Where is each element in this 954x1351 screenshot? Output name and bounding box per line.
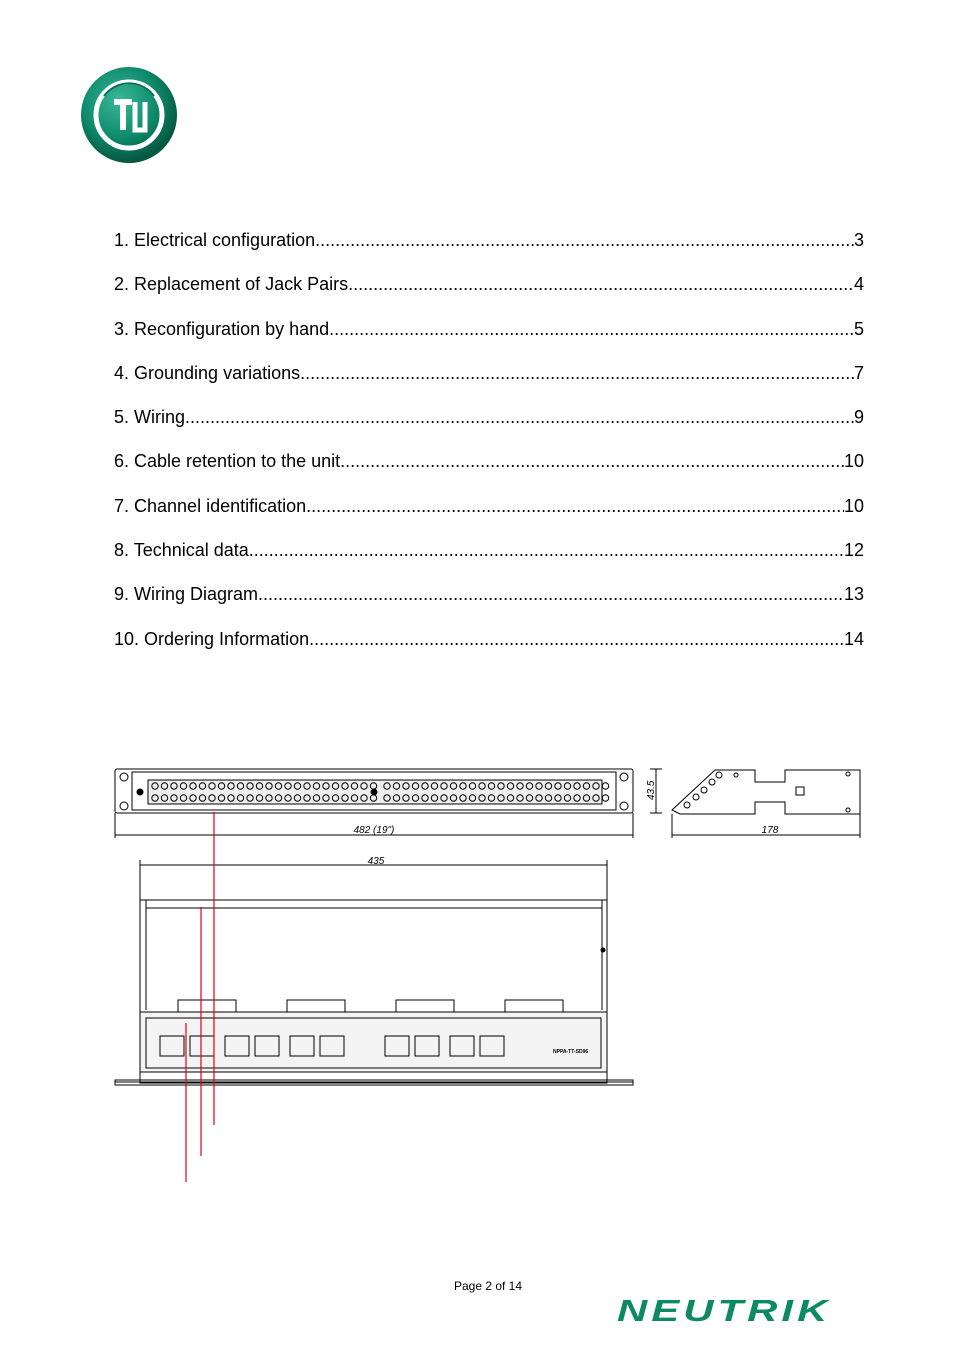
width-dimension: 482 (19") bbox=[353, 825, 395, 836]
toc-page: 14 bbox=[843, 628, 864, 649]
toc-title: 6. Cable retention to the unit bbox=[114, 451, 341, 472]
toc-leader bbox=[249, 536, 844, 564]
toc-title: 9. Wiring Diagram bbox=[114, 584, 259, 605]
toc-page: 7 bbox=[853, 362, 864, 383]
toc-leader bbox=[329, 315, 854, 343]
toc-page: 10 bbox=[843, 451, 864, 472]
toc-title: 2. Replacement of Jack Pairs bbox=[114, 274, 349, 295]
toc-leader bbox=[340, 447, 844, 475]
toc-title: 8. Technical data bbox=[114, 540, 249, 561]
neutrik-logo-icon bbox=[80, 66, 178, 164]
toc-page: 9 bbox=[853, 407, 864, 428]
height-dimension: 43.5 bbox=[646, 780, 657, 800]
toc-entry[interactable] bbox=[114, 536, 864, 580]
toc-leader bbox=[315, 226, 854, 254]
toc-entry[interactable] bbox=[114, 403, 864, 447]
toc-title: 5. Wiring bbox=[114, 407, 186, 428]
inner-width-dimension: 435 bbox=[367, 856, 385, 867]
toc-entry[interactable] bbox=[114, 359, 864, 403]
toc-title: 7. Channel identification bbox=[114, 495, 307, 516]
model-label: NPPA-TT-SD96 bbox=[553, 1049, 589, 1055]
toc-title: 10. Ordering Information bbox=[114, 628, 310, 649]
toc-page: 12 bbox=[843, 540, 864, 561]
toc-leader bbox=[185, 403, 854, 431]
page-number: Page 2 of 14 bbox=[453, 1279, 523, 1293]
toc-title: 1. Electrical configuration bbox=[114, 230, 316, 250]
toc-page: 10 bbox=[843, 495, 864, 516]
toc-leader bbox=[300, 359, 854, 387]
toc-page: 4 bbox=[853, 274, 864, 295]
toc-entry[interactable] bbox=[114, 270, 864, 314]
toc-entry[interactable] bbox=[114, 447, 864, 491]
toc-entry[interactable] bbox=[114, 492, 864, 536]
toc-leader bbox=[309, 625, 844, 653]
toc-entry[interactable] bbox=[114, 580, 864, 624]
toc-entry[interactable] bbox=[114, 315, 864, 359]
table-of-contents bbox=[114, 226, 864, 669]
depth-dimension: 178 bbox=[761, 825, 779, 836]
toc-page: 13 bbox=[843, 584, 864, 605]
toc-leader bbox=[306, 492, 844, 520]
toc-title: 3. Reconfiguration by hand bbox=[114, 318, 330, 339]
side-profile bbox=[672, 770, 860, 814]
toc-entry[interactable] bbox=[114, 625, 864, 669]
toc-page: 5 bbox=[853, 318, 864, 339]
toc-leader bbox=[348, 270, 854, 298]
toc-page: 3 bbox=[853, 230, 864, 250]
jack-socket bbox=[602, 795, 608, 801]
toc-title: 4. Grounding variations bbox=[114, 362, 301, 383]
neutrik-wordmark: NEUTRIK bbox=[617, 1293, 832, 1328]
toc-entry[interactable] bbox=[114, 226, 864, 270]
patchbay-technical-drawing bbox=[110, 760, 870, 1190]
jack-socket bbox=[602, 783, 608, 789]
toc-leader bbox=[258, 580, 844, 608]
